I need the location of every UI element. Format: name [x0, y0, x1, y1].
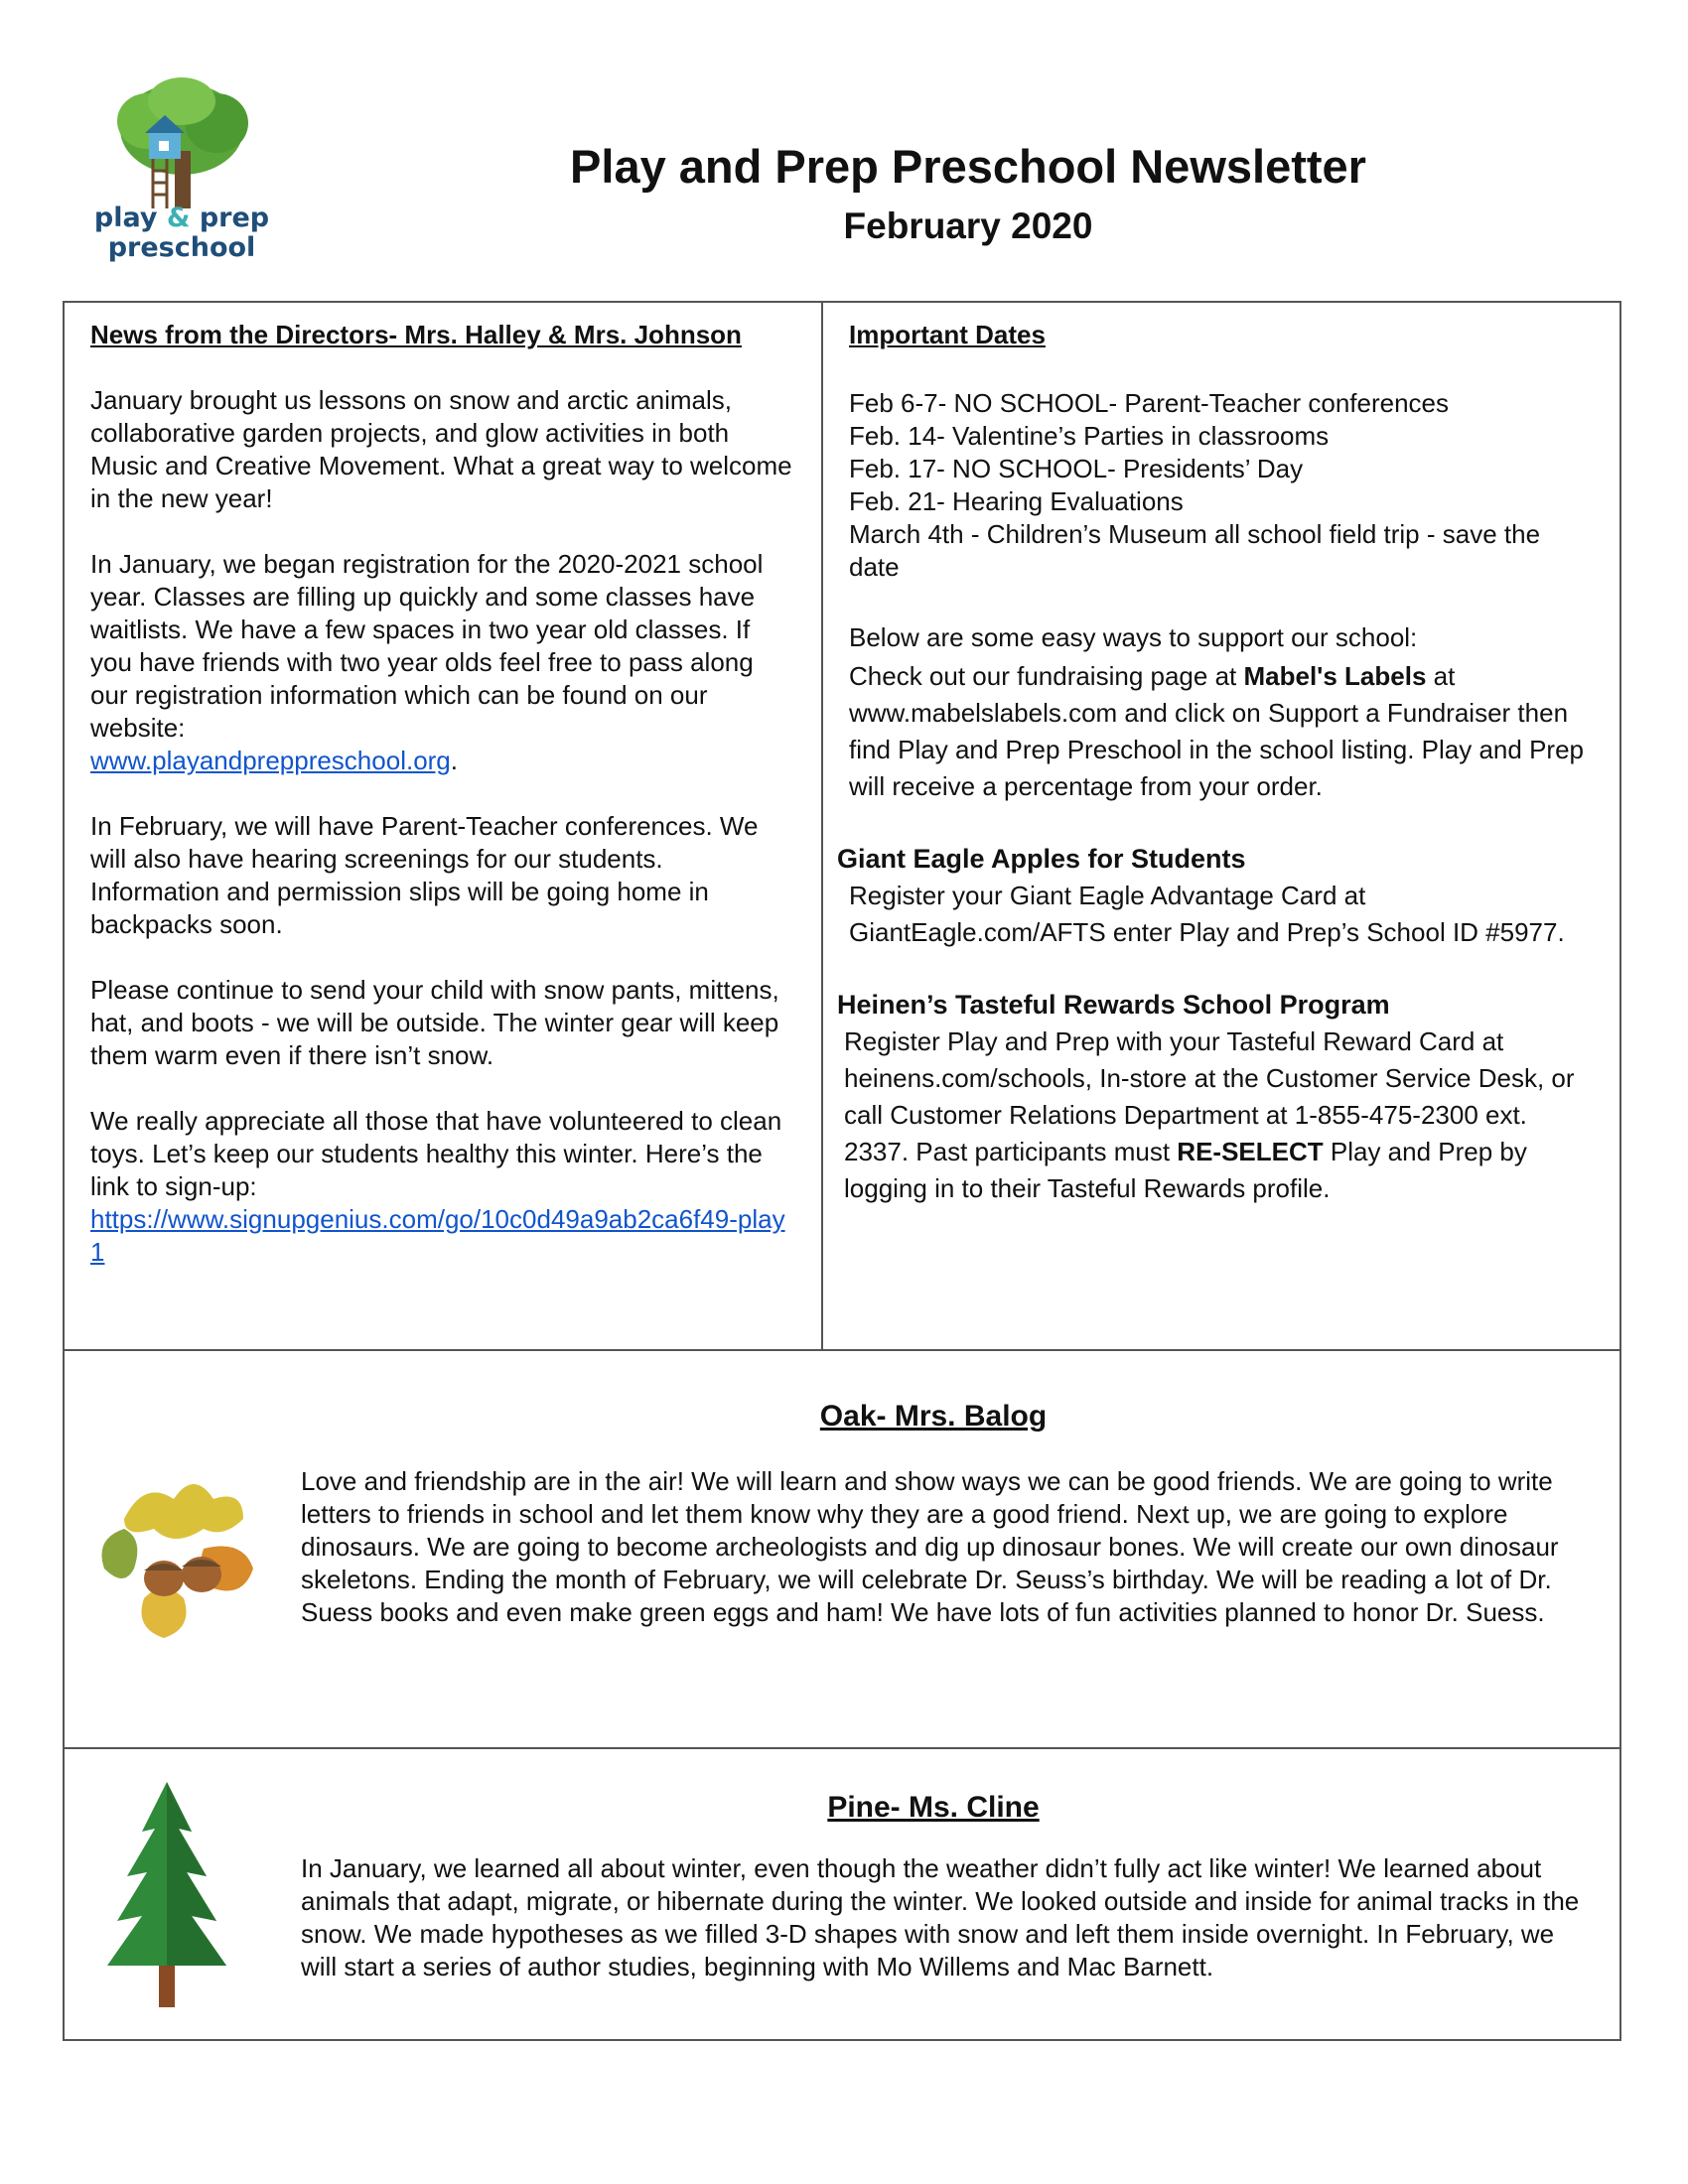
- registration-text: In January, we began registration for the 2020-2021 school year. Classes are filling up quickly and some classes have waitlists. We have a few spaces in two year old classes. If you have friends with two year olds feel free to pass along our registration information which can be found on our website:: [90, 549, 764, 743]
- directors-paragraph-4: Please continue to send your child with snow pants, mittens, hat, and boots - we will be outside. The winter gear will keep them warm even if there isn’t snow.: [90, 975, 779, 1070]
- mabels-pre: Check out our fundraising page at: [849, 661, 1244, 691]
- directors-paragraph-5: [90, 1105, 795, 1269]
- logo-ampersand: &: [166, 203, 191, 233]
- directors-column: [90, 319, 795, 1301]
- important-dates-heading: Important Dates: [849, 320, 1046, 349]
- oak-class-text: Love and friendship are in the air! We will learn and show ways we can be good friends. We are going to write letters to friends in school and let them know why they are a good friend. Next up, we are going to explore dinosaurs. We are going to become archeologists and dig up dinosaur bones. We will create our own dinosaur skeletons. Ending the month of February, we will celebrate Dr. Seuss’s birthday. We will be reading a lot of Dr. Suess books and even make green eggs and ham! We have lots of fun activities planned to honor Dr. Suess.: [301, 1466, 1559, 1627]
- heinens-pre: Register Play and Prep with your Tasteful Reward Card at heinens.com/schools, In-store at the Customer Service Desk, or call Customer Relations Department at 1-855-475-2300 ext. 2337. Past participants must: [844, 1026, 1575, 1166]
- signup-link[interactable]: https://www.signupgenius.com/go/10c0d49a9ab2ca6f49-play1: [90, 1204, 785, 1267]
- directors-paragraph-2: [90, 548, 795, 777]
- logo-wordmark: [87, 204, 276, 263]
- date-item: Feb 6-7- NO SCHOOL- Parent-Teacher conferences: [849, 388, 1450, 418]
- directors-paragraph-1: January brought us lessons on snow and arctic animals, collaborative garden projects, and glow activities in both Music and Creative Movement. What a great way to welcome in the new year!: [90, 385, 792, 513]
- date-item: Feb. 14- Valentine’s Parties in classrooms: [849, 421, 1330, 451]
- signup-text: We really appreciate all those that have volunteered to clean toys. Let’s keep our students healthy this winter. Here’s the link to sign-up:: [90, 1106, 782, 1201]
- important-dates-column: [837, 319, 1594, 1207]
- giant-eagle-heading: Giant Eagle Apples for Students: [837, 844, 1246, 874]
- website-link[interactable]: www.playandpreppreschool.org: [90, 746, 451, 775]
- date-item: Feb. 17- NO SCHOOL- Presidents’ Day: [849, 454, 1304, 483]
- oak-leaves-acorns-icon: [84, 1459, 273, 1648]
- date-item: March 4th - Children’s Museum all school field trip - save the date: [849, 519, 1541, 582]
- heinens-heading: Heinen’s Tasteful Rewards School Program: [837, 990, 1390, 1020]
- dates-list: [849, 387, 1594, 584]
- logo-word-play: play: [93, 203, 158, 233]
- pine-class-text: In January, we learned all about winter, even though the weather didn’t fully act like winter! We learned about animals that adapt, migrate, or hibernate during the winter. We looked outside and inside for animal tracks in the snow. We made hypotheses as we filled 3-D shapes with snow and left them inside overnight. In February, we will start a series of author studies, beginning with Mo Willems and Mac Barnett.: [301, 1853, 1580, 1981]
- logo-word-preschool: preschool: [107, 232, 256, 263]
- oak-class-heading: Oak- Mrs. Balog: [819, 1400, 1048, 1433]
- directors-paragraph-3: In February, we will have Parent-Teacher conferences. We will also have hearing screenings for our students. Information and permission slips will be going home in backpacks soon.: [90, 811, 759, 939]
- website-link-period: .: [450, 746, 459, 775]
- pine-tree-icon: [97, 1777, 236, 2015]
- column-divider: [821, 301, 823, 1351]
- page-title: Play and Prep Preschool Newsletter: [570, 140, 1366, 193]
- mabels-post: at www.mabelslabels.com and click on Support a Fundraiser then find Play and Prep Preschool in the school listing. Play and Prep will receive a percentage from your order.: [849, 661, 1584, 801]
- mabels-labels-text: [849, 658, 1594, 805]
- giant-eagle-text: Register your Giant Eagle Advantage Card at GiantEagle.com/AFTS enter Play and Prep’s School ID #5977.: [849, 881, 1565, 947]
- pine-class-heading: Pine- Ms. Cline: [827, 1791, 1040, 1824]
- date-item: Feb. 21- Hearing Evaluations: [849, 486, 1184, 516]
- issue-date: February 2020: [843, 205, 1093, 246]
- mabels-labels-name: Mabel's Labels: [1243, 661, 1427, 691]
- directors-heading: News from the Directors- Mrs. Halley & Mrs. Johnson: [90, 320, 742, 349]
- support-intro: Below are some easy ways to support our school:: [849, 622, 1418, 652]
- heinens-post: Play and Prep by logging in to their Tasteful Rewards profile.: [844, 1137, 1527, 1203]
- logo-word-prep: prep: [199, 203, 270, 233]
- reselect-emphasis: RE-SELECT: [1177, 1137, 1324, 1166]
- heinens-text: [844, 1024, 1594, 1207]
